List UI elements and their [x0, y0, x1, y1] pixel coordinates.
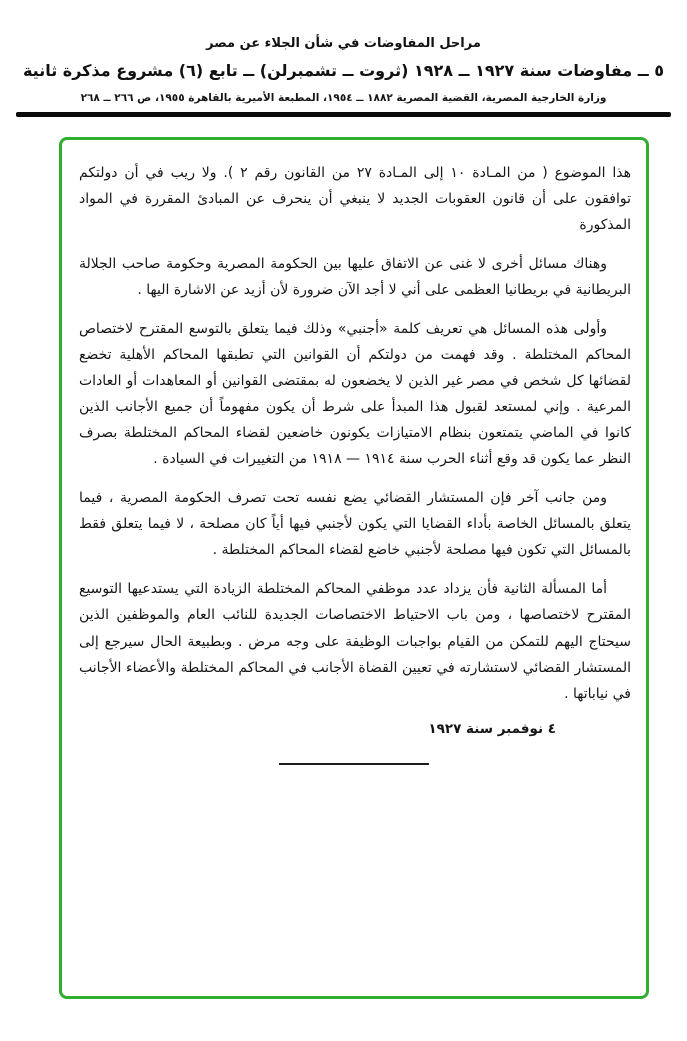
document-body — [62, 140, 646, 707]
paragraph-3: وأولى هذه المسائل هي تعريف كلمة «أجنبي» وذلك فيما يتعلق بالتوسع المقترح لاختصاص المحاكم المختلطة . وقد فهمت من دولتكم أن القوانين التي تطبقها المحاكم الأهلية تخضع لقضائها كل شخص في مصر غير الذين لا يخضعون له بمقتضى القوانين أو المعاهدات أو العادات المرعية . وإني لمستعد لقبول هذا المبدأ على شرط أن يكون مفهوماً أن جميع الأجانب الذين كانوا في الماضي يتمتعون بنظام الامتيازات يكونون خاضعين لقضاء المحاكم المختلطة بصرف النظر عما يكون قد وقع أثناء الحرب سنة ١٩١٤ — ١٩١٨ من التغييرات في السيادة . — [79, 321, 631, 468]
document-date: ٤ نوفمبر سنة ١٩٢٧ — [428, 720, 556, 737]
green-text-frame — [59, 137, 649, 999]
paragraph-2: وهناك مسائل أخرى لا غنى عن الاتفاق عليها بين الحكومة المصرية وحكومة صاحب الجلالة البريطانية في بريطانيا العظمى على أني لا أجد الآن ضرورة لأن أزيد عن الاشارة اليها . — [79, 256, 631, 299]
paragraph-1: هذا الموضوع ( من المـادة ١٠ إلى المـادة ٢٧ من القانون رقم ٢ ). ولا ريب في أن دولتكم توافقون على أن قانون العقوبات الجديد لا ينبغي أن ينحرف عن المبادئ المقررة في المواد المذكورة — [79, 165, 631, 234]
header-subtitle: ٥ ــ مفاوضات سنة ١٩٢٧ ــ ١٩٢٨ (ثروت ــ تشمبرلن) ــ تابع (٦) مشروع مذكرة ثانية — [22, 61, 665, 80]
header-source-citation: وزارة الخارجية المصرية، القضية المصرية ١٨٨٢ ــ ١٩٥٤، المطبعة الأميرية بالقاهرة ١٩٥٥، ص ٢٦٦ ــ ٢٦٨ — [80, 92, 607, 104]
paragraph-5: أما المسألة الثانية فأن يزداد عدد موظفي المحاكم المختلطة الزيادة التي يستدعيها التوسيع المقترح لاختصاصها ، ومن باب الاحتياط الاختصاصات الجديدة للنائب العام والموظفين الذين سيحتاج اليهم للتمكن من القيام بواجبات الوظيفة على وجه مرض . وبطبيعة الحال سيرجع إلى المستشار القضائي لاستشارته في تعيين القضاة الأجانب في المحاكم المختلطة والأعضاء الأجانب في نياباتها . — [79, 581, 631, 702]
header-title: مراحل المفاوضات في شأن الجلاء عن مصر — [206, 36, 481, 51]
signature-line — [279, 763, 429, 765]
header-divider-rule — [16, 112, 671, 117]
document-header — [0, 0, 687, 104]
paragraph-4: ومن جانب آخر فإن المستشار القضائي يضع نفسه تحت تصرف الحكومة المصرية ، فيما يتعلق بالمسائل الخاصة بأداء القضايا التي يكون لأجنبي فيها أياً كان مصلحة ، لا فيما يتعلق فقط بالمسائل التي تكون فيها مصلحة لأجنبي خاضع لقضاء المحاكم المختلطة . — [79, 490, 631, 559]
